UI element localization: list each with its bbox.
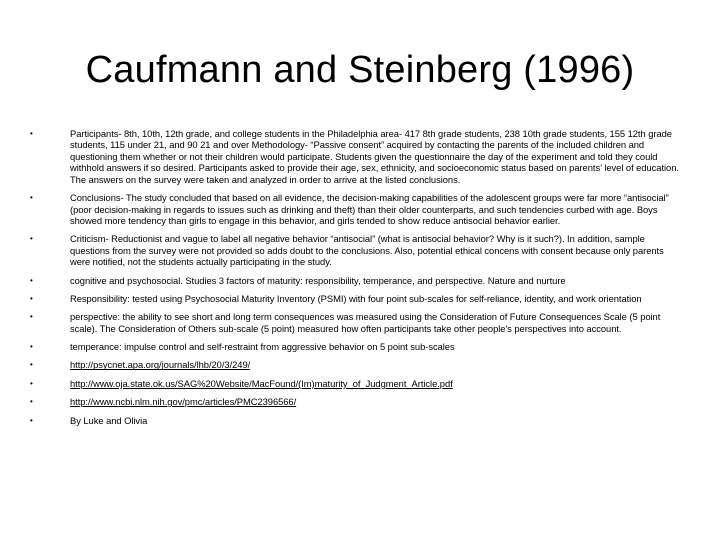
link-oja[interactable]: http://www.oja.state.ok.us/SAG%20Website/MacFound/(Im)maturity_of_Judgment_Article.pdf (70, 377, 453, 389)
bullet-text: Conclusions- The study concluded that based on all evidence, the decision-making capabilities of the adolescent groups were far more “antisocial” (poor decision-making in regards to issues such as drinking and theft) than their older counterparts, and such tendencies curbed with age. Boys showed more tendency than girls to engage in this behavior, and girls tended to show reduce antisocial behavior earlier. (70, 192, 669, 227)
bullet-dot-icon: • (30, 193, 33, 203)
bullet-item-link-psycnet (30, 359, 682, 370)
bullet-dot-icon: • (30, 397, 33, 407)
bullet-item-criticism (30, 233, 682, 267)
link-ncbi[interactable]: http://www.ncbi.nlm.nih.gov/pmc/articles/PMC2396566/ (70, 396, 297, 408)
bullet-dot-icon: • (30, 378, 33, 388)
bullet-dot-icon: • (30, 360, 33, 370)
bullet-text: perspective: the ability to see short and long term consequences was measured using the Consideration of Future Consequences Scale (5 point scale). The Consideration of Others sub-scale (5 point) measured how often participants take other people's perspectives into account. (70, 311, 661, 334)
link-psycnet[interactable]: http://psycnet.apa.org/journals/lhb/20/3/249/ (70, 359, 251, 371)
bullet-item-cognitive (30, 275, 682, 286)
bullet-dot-icon: • (30, 234, 33, 244)
bullet-dot-icon: • (30, 294, 33, 303)
bullet-item-link-oja (30, 378, 682, 389)
bullet-dot-icon: • (30, 275, 33, 285)
bullet-text: Participants- 8th, 10th, 12th grade, and college students in the Philadelphia area- 417 8th grade students, 238 10th grade students, 155 12th grade students, 115 under 21, and 90 21 and over Methodology- “Passive consent” acquired by contacting the parents of the included children and questioning them whether or not their children would participate. Students given the questionnaire the day of the experiment and told they could withhold answers if so desired. Participants asked to provide their age, sex, ethnicity, and socioeconomic status based on parents’ level of education. The answers on the survey were taken and analyzed in order to arrive at the listed conclusions. (70, 128, 679, 185)
bullet-item-participants (30, 128, 682, 185)
bullet-text: Criticism- Reductionist and vague to label all negative behavior “antisocial” (what is antisocial behavior? Why is it such?). In addition, sample questions from the survey were not provided so adds doubt to the conclusions. Also, potential ethical concens with consent because only parents were notified, not the students actually participating in the study. (70, 233, 664, 268)
bullet-item-responsibility (30, 293, 682, 304)
credit-text: By Luke and Olivia (70, 414, 148, 426)
bullet-dot-icon: • (30, 129, 33, 138)
bullet-text: cognitive and psychosocial. Studies 3 factors of maturity: responsibility, temperance, and perspective. Nature and nurture (70, 274, 566, 286)
bullet-dot-icon: • (30, 342, 33, 352)
bullet-dot-icon: • (30, 415, 33, 425)
bullet-item-credit (30, 415, 682, 426)
bullet-list (30, 128, 682, 433)
bullet-item-perspective (30, 311, 682, 334)
bullet-text: Responsibility: tested using Psychosocial Maturity Inventory (PSMI) with four point sub-scales for self-reliance, identity, and work orientation (70, 293, 642, 304)
bullet-text: temperance: impulse control and self-restraint from aggressive behavior on 5 point sub-scales (70, 341, 455, 353)
bullet-item-link-ncbi (30, 396, 682, 407)
bullet-item-temperance (30, 341, 682, 352)
bullet-item-conclusions (30, 192, 682, 226)
bullet-dot-icon: • (30, 312, 33, 322)
slide-title: Caufmann and Steinberg (1996) (85, 49, 635, 91)
